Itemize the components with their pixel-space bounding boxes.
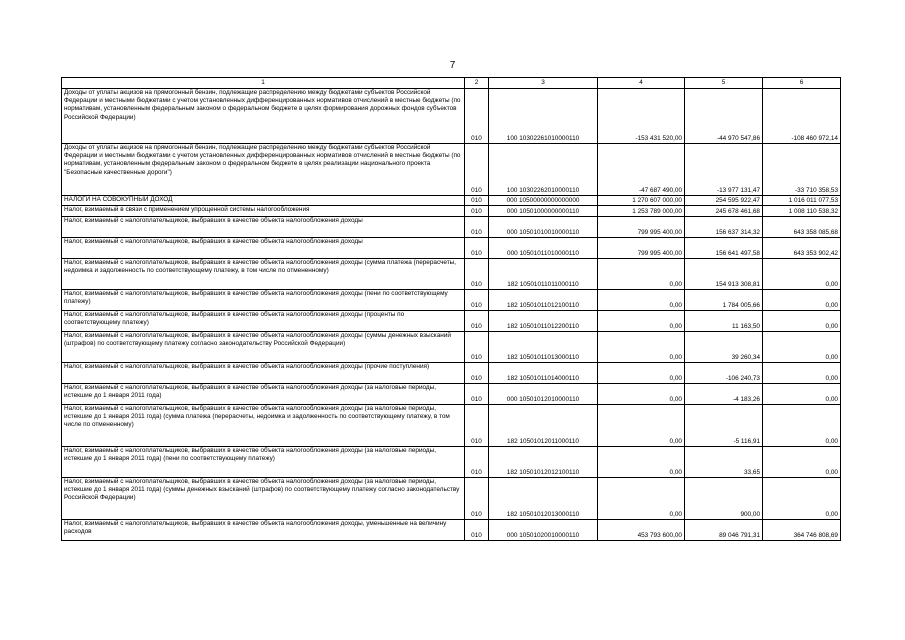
row-admin-cell: 010 xyxy=(465,238,489,259)
column-header: 6 xyxy=(763,78,841,89)
row-fact-cell: 254 595 922,47 xyxy=(685,196,763,206)
row-fact-cell: -13 977 131,47 xyxy=(685,144,763,196)
row-remain-cell: 0,00 xyxy=(763,311,841,332)
row-code-cell: 182 10501011011000110 xyxy=(489,259,598,290)
row-plan-cell: 1 253 789 000,00 xyxy=(598,206,685,217)
row-plan-cell: 799 995 400,00 xyxy=(598,217,685,238)
row-fact-cell: 11 163,50 xyxy=(685,311,763,332)
table-header-row xyxy=(62,78,841,89)
row-plan-cell: 799 995 400,00 xyxy=(598,238,685,259)
row-name-cell: Доходы от уплаты акцизов на прямогонный бензин, подлежащие распределению между бюджетами субъектов Российской Федерации и местными бюджетами с учетом установленных дифференцированных нормативов отчислений в местные бюджеты (по нормативам, установленным федеральным законом о федеральном бюджете в целях формирования дорожных фондов субъектов Российской Федерации) xyxy=(62,89,465,144)
row-code-cell: 182 10501012012100110 xyxy=(489,447,598,478)
row-fact-cell: 156 641 497,58 xyxy=(685,238,763,259)
row-remain-cell: 1 008 110 538,32 xyxy=(763,206,841,217)
row-code-cell: 182 10501011014000110 xyxy=(489,363,598,384)
row-plan-cell: -47 687 490,00 xyxy=(598,144,685,196)
table-row xyxy=(62,89,841,144)
row-fact-cell: 89 046 791,31 xyxy=(685,520,763,541)
row-fact-cell: -5 116,91 xyxy=(685,405,763,447)
row-fact-cell: 39 260,34 xyxy=(685,332,763,363)
row-code-cell: 182 10501012013000110 xyxy=(489,478,598,520)
row-code-cell: 000 10501010010000110 xyxy=(489,217,598,238)
row-plan-cell: 0,00 xyxy=(598,311,685,332)
row-admin-cell: 010 xyxy=(465,478,489,520)
column-header: 4 xyxy=(598,78,685,89)
row-plan-cell: 0,00 xyxy=(598,259,685,290)
row-name-cell: Налог, взимаемый с налогоплательщиков, выбравших в качестве объекта налогообложения доходы (за налоговые периоды, истекшие до 1 января 2011 года) xyxy=(62,384,465,405)
row-code-cell: 182 10501011012100110 xyxy=(489,290,598,311)
table-row xyxy=(62,447,841,478)
row-code-cell: 000 10501012010000110 xyxy=(489,384,598,405)
row-code-cell: 000 10500000000000000 xyxy=(489,196,598,206)
row-admin-cell: 010 xyxy=(465,206,489,217)
row-fact-cell: 1 784 005,66 xyxy=(685,290,763,311)
row-admin-cell: 010 xyxy=(465,405,489,447)
row-remain-cell: -33 710 358,53 xyxy=(763,144,841,196)
table-row xyxy=(62,311,841,332)
row-plan-cell: 0,00 xyxy=(598,405,685,447)
row-admin-cell: 010 xyxy=(465,290,489,311)
row-code-cell: 182 10501012011000110 xyxy=(489,405,598,447)
row-admin-cell: 010 xyxy=(465,520,489,541)
table-row xyxy=(62,363,841,384)
row-name-cell: Налог, взимаемый с налогоплательщиков, выбравших в качестве объекта налогообложения доходы (суммы денежных взысканий (штрафов) по соответствующему платежу согласно законодательству Российской Федерации) xyxy=(62,332,465,363)
row-plan-cell: 0,00 xyxy=(598,363,685,384)
row-name-cell: Налог, взимаемый с налогоплательщиков, выбравших в качестве объекта налогообложения доходы xyxy=(62,238,465,259)
row-remain-cell: 0,00 xyxy=(763,405,841,447)
table-row xyxy=(62,144,841,196)
row-plan-cell: -153 431 520,00 xyxy=(598,89,685,144)
table-row xyxy=(62,196,841,206)
row-name-cell: НАЛОГИ НА СОВОКУПНЫЙ ДОХОД xyxy=(62,196,465,206)
row-name-cell: Налог, взимаемый с налогоплательщиков, выбравших в качестве объекта налогообложения доходы xyxy=(62,217,465,238)
table-row xyxy=(62,405,841,447)
row-fact-cell: 245 678 461,68 xyxy=(685,206,763,217)
row-name-cell: Налог, взимаемый с налогоплательщиков, выбравших в качестве объекта налогообложения доходы (сумма платежа (перерасчеты, недоимка и задолженность по соответствующему платежу, в том числе по отмененному) xyxy=(62,259,465,290)
row-remain-cell: 0,00 xyxy=(763,332,841,363)
row-remain-cell: 0,00 xyxy=(763,290,841,311)
row-name-cell: Налог, взимаемый с налогоплательщиков, выбравших в качестве объекта налогообложения доходы, уменьшенные на величину расходов xyxy=(62,520,465,541)
table-row xyxy=(62,290,841,311)
table-row xyxy=(62,238,841,259)
row-plan-cell: 0,00 xyxy=(598,332,685,363)
row-code-cell: 182 10501011012200110 xyxy=(489,311,598,332)
row-code-cell: 000 10501000000000110 xyxy=(489,206,598,217)
row-plan-cell: 0,00 xyxy=(598,447,685,478)
row-code-cell: 100 10302261010000110 xyxy=(489,89,598,144)
row-fact-cell: 900,00 xyxy=(685,478,763,520)
row-admin-cell: 010 xyxy=(465,311,489,332)
row-plan-cell: 453 793 600,00 xyxy=(598,520,685,541)
table-row xyxy=(62,259,841,290)
row-code-cell: 100 10302262010000110 xyxy=(489,144,598,196)
row-plan-cell: 0,00 xyxy=(598,384,685,405)
row-admin-cell: 010 xyxy=(465,447,489,478)
row-remain-cell: 643 358 085,68 xyxy=(763,217,841,238)
row-remain-cell: -108 460 972,14 xyxy=(763,89,841,144)
column-header: 5 xyxy=(685,78,763,89)
table-row xyxy=(62,520,841,541)
row-name-cell: Налог, взимаемый с налогоплательщиков, выбравших в качестве объекта налогообложения доходы (пени по соответствующему платежу) xyxy=(62,290,465,311)
table-row xyxy=(62,206,841,217)
row-plan-cell: 1 270 607 000,00 xyxy=(598,196,685,206)
row-remain-cell: 1 016 011 077,53 xyxy=(763,196,841,206)
row-name-cell: Налог, взимаемый с налогоплательщиков, выбравших в качестве объекта налогообложения доходы (прочие поступления) xyxy=(62,363,465,384)
row-remain-cell: 0,00 xyxy=(763,447,841,478)
row-remain-cell: 0,00 xyxy=(763,363,841,384)
row-fact-cell: 154 913 308,81 xyxy=(685,259,763,290)
page-number: 7 xyxy=(449,60,456,71)
row-name-cell: Налог, взимаемый с налогоплательщиков, выбравших в качестве объекта налогообложения доходы (за налоговые периоды, истекшие до 1 января 2011 года) (суммы денежных взысканий (штрафов) по соответствующему платежу согласно законодательству Российской Федерации) xyxy=(62,478,465,520)
row-name-cell: Налог, взимаемый с налогоплательщиков, выбравших в качестве объекта налогообложения доходы (проценты по соответствующему платежу) xyxy=(62,311,465,332)
row-fact-cell: 156 637 314,32 xyxy=(685,217,763,238)
table-row xyxy=(62,478,841,520)
row-remain-cell: 0,00 xyxy=(763,384,841,405)
row-code-cell: 000 10501011010000110 xyxy=(489,238,598,259)
row-code-cell: 182 10501011013000110 xyxy=(489,332,598,363)
row-admin-cell: 010 xyxy=(465,89,489,144)
row-name-cell: Налог, взимаемый с налогоплательщиков, выбравших в качестве объекта налогообложения доходы (за налоговые периоды, истекшие до 1 января 2011 года) (пени по соответствующему платежу) xyxy=(62,447,465,478)
table-row xyxy=(62,332,841,363)
table-row xyxy=(62,384,841,405)
row-admin-cell: 010 xyxy=(465,259,489,290)
row-admin-cell: 010 xyxy=(465,332,489,363)
row-name-cell: Налог, взимаемый с налогоплательщиков, выбравших в качестве объекта налогообложения доходы (за налоговые периоды, истекшие до 1 января 2011 года) (сумма платежа (перерасчеты, недоимка и задолженность по соответствующему платежу, в том числе по отмененному) xyxy=(62,405,465,447)
row-fact-cell: -106 240,73 xyxy=(685,363,763,384)
row-remain-cell: 0,00 xyxy=(763,478,841,520)
row-admin-cell: 010 xyxy=(465,196,489,206)
row-fact-cell: -44 970 547,86 xyxy=(685,89,763,144)
row-plan-cell: 0,00 xyxy=(598,478,685,520)
row-remain-cell: 643 353 902,42 xyxy=(763,238,841,259)
column-header: 3 xyxy=(489,78,598,89)
row-name-cell: Налог, взимаемый в связи с применением упрощенной системы налогообложения xyxy=(62,206,465,217)
row-code-cell: 000 10501020010000110 xyxy=(489,520,598,541)
row-admin-cell: 010 xyxy=(465,363,489,384)
column-header: 1 xyxy=(62,78,465,89)
row-admin-cell: 010 xyxy=(465,217,489,238)
revenue-table-body xyxy=(62,78,841,541)
row-name-cell: Доходы от уплаты акцизов на прямогонный бензин, подлежащие распределению между бюджетами субъектов Российской Федерации и местными бюджетами с учетом установленных дифференцированных нормативов отчислений в местные бюджеты (по нормативам, установленным федеральным законом о федеральном бюджете в целях реализации национального проекта "Безопасные качественные дороги") xyxy=(62,144,465,196)
row-admin-cell: 010 xyxy=(465,144,489,196)
column-header: 2 xyxy=(465,78,489,89)
table-row xyxy=(62,217,841,238)
revenue-table xyxy=(61,77,841,541)
row-fact-cell: -4 183,26 xyxy=(685,384,763,405)
row-remain-cell: 0,00 xyxy=(763,259,841,290)
row-admin-cell: 010 xyxy=(465,384,489,405)
row-fact-cell: 33,65 xyxy=(685,447,763,478)
row-plan-cell: 0,00 xyxy=(598,290,685,311)
row-remain-cell: 364 746 808,69 xyxy=(763,520,841,541)
